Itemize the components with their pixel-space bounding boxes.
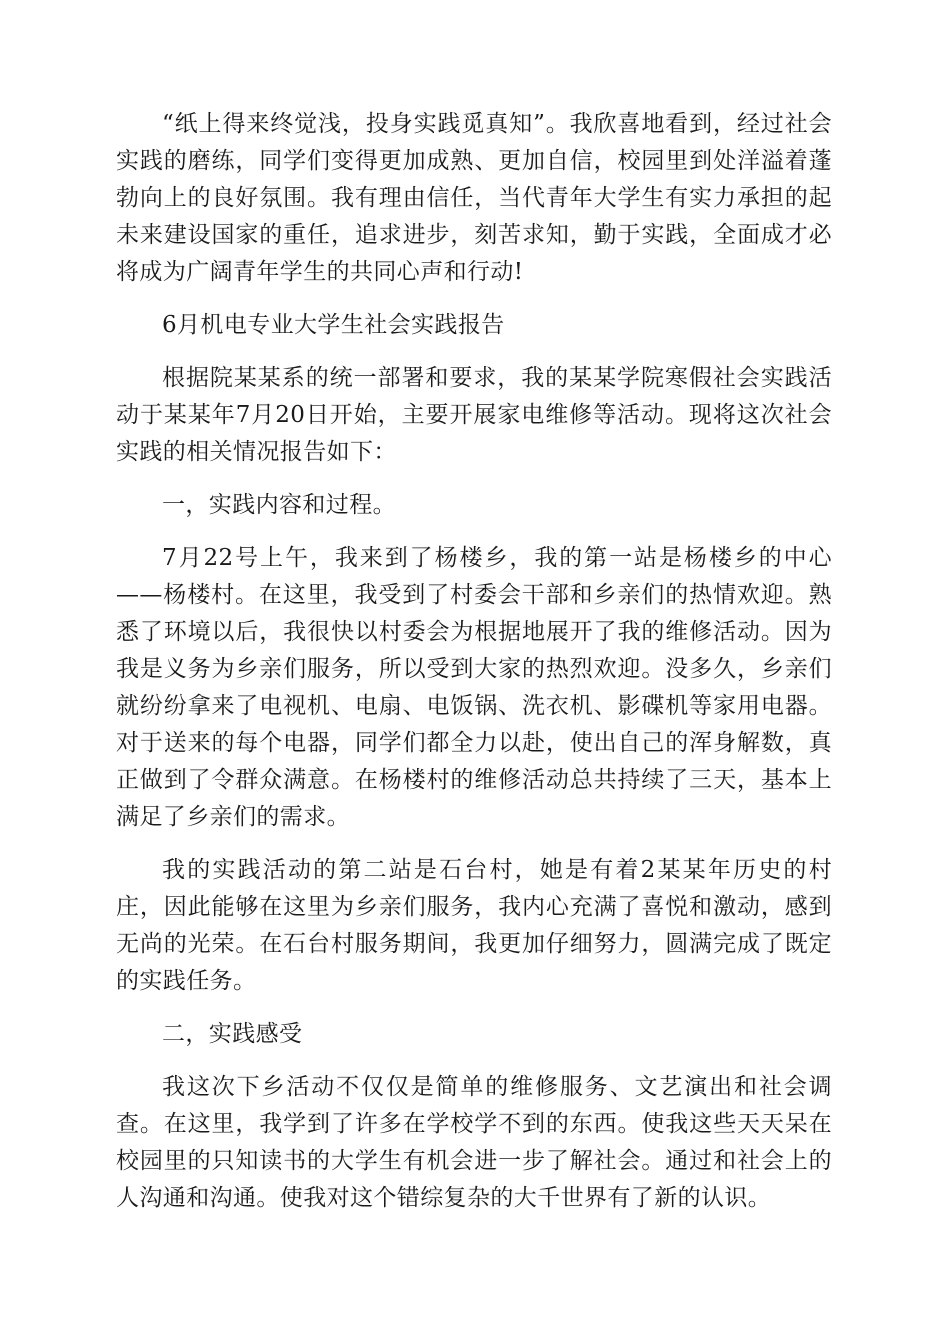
paragraph-intro: 根据院某某系的统一部署和要求，我的某某学院寒假社会实践活动于某某年7月20日开始，主要开展家电维修等活动。现将这次社会实践的相关情况报告如下： <box>116 365 832 465</box>
section-heading-content: 一，实践内容和过程。 <box>162 492 396 518</box>
section-heading-feelings: 二，实践感受 <box>162 1021 303 1047</box>
paragraph-second-stop: 我的实践活动的第二站是石台村，她是有着2某某年历史的村庄，因此能够在这里为乡亲们服务，我内心充满了喜悦和激动，感到无尚的光荣。在石台村服务期间，我更加仔细努力，圆满完成了既定的实践任务。 <box>116 857 832 994</box>
document-body <box>116 106 832 1217</box>
report-title: 6月机电专业大学生社会实践报告 <box>162 312 505 338</box>
paragraph-feelings: 我这次下乡活动不仅仅是简单的维修服务、文艺演出和社会调查。在这里，我学到了许多在学校学不到的东西。使我这些天天呆在校园里的只知读书的大学生有机会进一步了解社会。通过和社会上的人沟通和沟通。使我对这个错综复杂的大千世界有了新的认识。 <box>116 1074 832 1211</box>
paragraph-first-stop: 7月22号上午，我来到了杨楼乡，我的第一站是杨楼乡的中心——杨楼村。在这里，我受到了村委会干部和乡亲们的热情欢迎。熟悉了环境以后，我很快以村委会为根据地展开了我的维修活动。因为我是义务为乡亲们服务，所以受到大家的热烈欢迎。没多久，乡亲们就纷纷拿来了电视机、电扇、电饭锅、洗衣机、影碟机等家用电器。对于送来的每个电器，同学们都全力以赴，使出自己的浑身解数，真正做到了令群众满意。在杨楼村的维修活动总共持续了三天，基本上满足了乡亲们的需求。 <box>116 545 832 830</box>
paragraph-conclusion: “纸上得来终觉浅，投身实践觅真知”。我欣喜地看到，经过社会实践的磨练，同学们变得更加成熟、更加自信，校园里到处洋溢着蓬勃向上的良好氛围。我有理由信任，当代青年大学生有实力承担的起未来建设国家的重任，追求进步，刻苦求知，勤于实践，全面成才必将成为广阔青年学生的共同心声和行动! <box>116 111 832 285</box>
